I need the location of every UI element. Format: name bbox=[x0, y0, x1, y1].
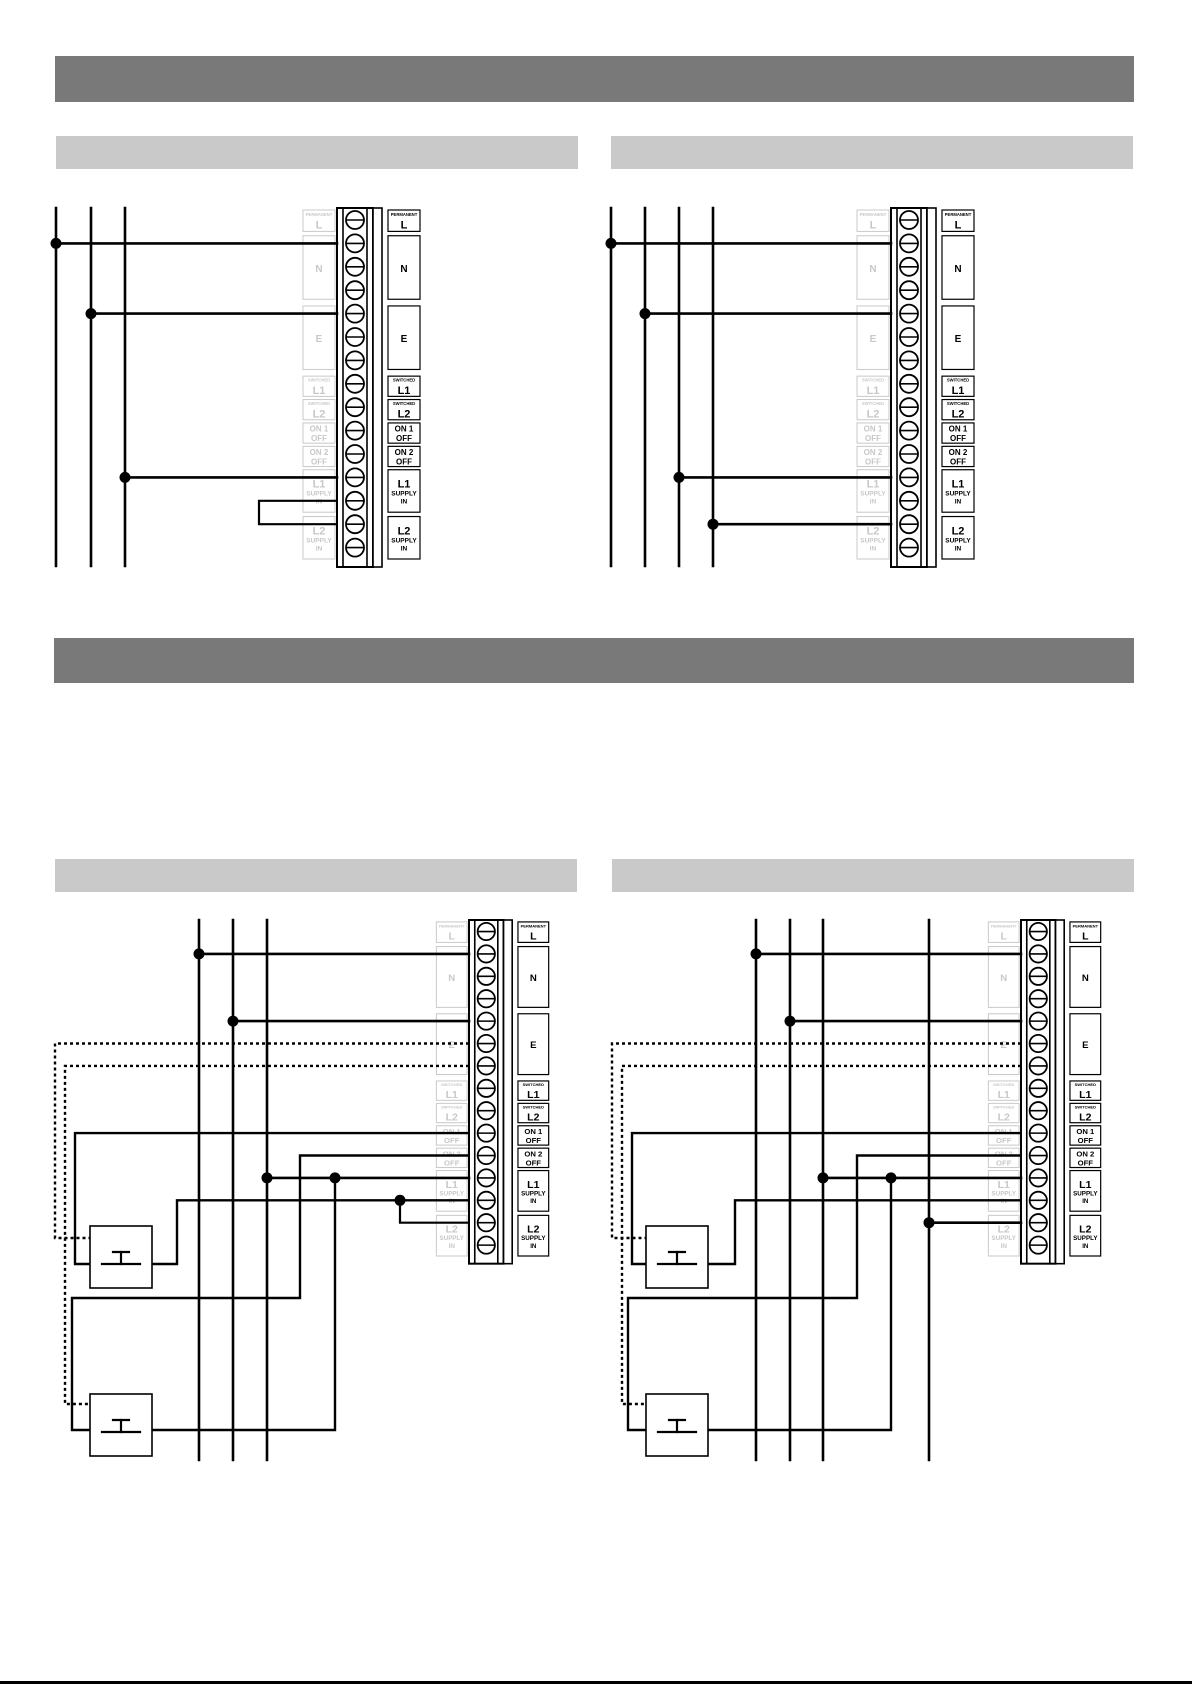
terminal-text: N bbox=[1081, 973, 1089, 985]
terminal-text: L bbox=[530, 930, 537, 943]
terminal-text: L2 bbox=[527, 1111, 540, 1124]
junction-dot bbox=[708, 519, 719, 530]
faded-terminal-text: N bbox=[869, 263, 877, 275]
terminal-text: SUPPLY bbox=[1073, 1190, 1098, 1198]
terminal-text: SWITCHED bbox=[522, 1081, 545, 1087]
faded-terminal-text: L1 bbox=[312, 384, 326, 397]
terminal-block-side bbox=[927, 208, 936, 567]
terminal-text: OFF bbox=[396, 457, 412, 467]
junction-dot bbox=[86, 308, 97, 319]
terminal-text: N bbox=[400, 263, 408, 275]
faded-terminal-text: N bbox=[448, 973, 456, 985]
faded-terminal-text: SWITCHED bbox=[307, 400, 331, 406]
faded-terminal-text: OFF bbox=[444, 1136, 460, 1146]
terminal-text: IN bbox=[530, 1242, 537, 1250]
terminal-text: L2 bbox=[1079, 1111, 1092, 1124]
faded-terminal-text: SUPPLY bbox=[306, 537, 332, 545]
junction-dot bbox=[924, 1217, 935, 1228]
faded-terminal-text: IN bbox=[315, 545, 323, 553]
faded-terminal-text: SWITCHED bbox=[307, 377, 331, 383]
faded-terminal-text: OFF bbox=[311, 457, 327, 467]
faded-terminal-text: N bbox=[1000, 973, 1008, 985]
terminal-block-side bbox=[1056, 920, 1065, 1264]
faded-terminal-text: PERMANENT bbox=[439, 923, 465, 929]
faded-terminal-text: SWITCHED bbox=[993, 1104, 1015, 1110]
earth-dotted-wire-1 bbox=[55, 1044, 469, 1239]
terminal-text: ON 2 bbox=[948, 447, 968, 457]
faded-terminal-text: OFF bbox=[444, 1158, 460, 1168]
faded-terminal-text: L2 bbox=[312, 525, 326, 538]
terminal-text: L2 bbox=[397, 525, 411, 538]
faded-terminal-text: IN bbox=[448, 1242, 455, 1250]
panel-bottom-left bbox=[55, 920, 549, 1460]
panel-top-right bbox=[606, 208, 975, 567]
terminal-text: SWITCHED bbox=[946, 377, 970, 383]
terminal-text: OFF bbox=[950, 457, 966, 467]
terminal-text: OFF bbox=[525, 1136, 541, 1146]
terminal-text: SUPPLY bbox=[945, 537, 971, 545]
faded-terminal-text: L2 bbox=[445, 1111, 458, 1124]
faded-terminal-text: ON 2 bbox=[442, 1149, 461, 1159]
switch-2-feed bbox=[72, 1156, 469, 1431]
faded-terminal-text: IN bbox=[869, 498, 877, 506]
terminal-text: PERMANENT bbox=[520, 923, 547, 929]
earth-dotted-wire-1 bbox=[612, 1044, 1021, 1239]
faded-terminal-text: PERMANENT bbox=[305, 211, 333, 217]
terminal-text: SUPPLY bbox=[521, 1190, 546, 1198]
faded-terminal-text: E bbox=[315, 333, 323, 345]
terminal-text: PERMANENT bbox=[944, 211, 972, 217]
terminal-text: L1 bbox=[397, 478, 411, 491]
faded-terminal-text: N bbox=[315, 263, 323, 275]
faded-terminal-text: OFF bbox=[996, 1158, 1012, 1168]
terminal-text: ON 1 bbox=[948, 424, 968, 434]
terminal-text: SUPPLY bbox=[945, 490, 971, 498]
faded-terminal-text: SWITCHED bbox=[441, 1081, 463, 1087]
faded-terminal-text: ON 1 bbox=[309, 424, 329, 434]
junction-dot bbox=[262, 1172, 273, 1183]
faded-terminal-text: SUPPLY bbox=[439, 1235, 464, 1243]
faded-terminal-text: SUPPLY bbox=[439, 1190, 464, 1198]
terminal-text: L1 bbox=[397, 384, 411, 397]
faded-terminal-text: ON 1 bbox=[994, 1127, 1013, 1136]
terminal-text: E bbox=[530, 1040, 537, 1052]
terminal-text: SUPPLY bbox=[391, 537, 417, 545]
faded-terminal-text: PERMANENT bbox=[859, 211, 887, 217]
terminal-text: ON 1 bbox=[1076, 1127, 1095, 1136]
faded-terminal-text: SUPPLY bbox=[991, 1235, 1016, 1243]
faded-terminal-text: IN bbox=[1000, 1198, 1007, 1206]
terminal-text: ON 1 bbox=[394, 424, 414, 434]
junction-dot bbox=[640, 308, 651, 319]
terminal-text: E bbox=[1082, 1040, 1089, 1052]
switch-1-return bbox=[706, 1200, 1021, 1264]
terminal-text: OFF bbox=[950, 434, 966, 444]
switch-2-feed bbox=[628, 1156, 1021, 1431]
terminal-text: L2 bbox=[397, 408, 411, 421]
terminal-text: IN bbox=[400, 498, 408, 506]
faded-terminal-text: L2 bbox=[445, 1223, 458, 1236]
faded-terminal-text: IN bbox=[1000, 1242, 1007, 1250]
terminal-text: ON 2 bbox=[394, 447, 414, 457]
terminal-text: OFF bbox=[396, 434, 412, 444]
terminal-text: L1 bbox=[527, 1088, 540, 1101]
junction-dot bbox=[751, 948, 762, 959]
terminal-text: L1 bbox=[951, 384, 965, 397]
terminal-text: L1 bbox=[1079, 1178, 1092, 1191]
terminal-text: SUPPLY bbox=[521, 1235, 546, 1243]
faded-terminal-text: ON 2 bbox=[863, 447, 883, 457]
terminal-text: L1 bbox=[1079, 1088, 1092, 1101]
junction-dot bbox=[228, 1016, 239, 1027]
terminal-text: PERMANENT bbox=[1072, 923, 1099, 929]
terminal-block-side bbox=[373, 208, 382, 567]
faded-terminal-text: SUPPLY bbox=[860, 537, 886, 545]
faded-terminal-text: L bbox=[1000, 930, 1007, 943]
faded-terminal-text: SUPPLY bbox=[860, 490, 886, 498]
faded-terminal-text: L1 bbox=[866, 384, 880, 397]
junction-dot bbox=[818, 1172, 829, 1183]
faded-terminal-text: L1 bbox=[866, 478, 880, 491]
terminal-text: OFF bbox=[1077, 1158, 1093, 1168]
terminal-text: E bbox=[954, 333, 962, 345]
faded-terminal-text: OFF bbox=[865, 434, 881, 444]
junction-dot bbox=[785, 1016, 796, 1027]
faded-terminal-text: IN bbox=[869, 545, 877, 553]
faded-terminal-text: L1 bbox=[445, 1178, 458, 1191]
terminal-text: SWITCHED bbox=[946, 400, 970, 406]
terminal-text: IN bbox=[400, 545, 408, 553]
faded-terminal-text: OFF bbox=[311, 434, 327, 444]
faded-terminal-text: ON 2 bbox=[994, 1149, 1013, 1159]
terminal-text: N bbox=[954, 263, 962, 275]
faded-terminal-text: E bbox=[869, 333, 877, 345]
terminal-text: IN bbox=[954, 545, 962, 553]
faded-terminal-text: IN bbox=[315, 498, 323, 506]
terminal-text: SWITCHED bbox=[392, 400, 416, 406]
terminal-text: L2 bbox=[1079, 1223, 1092, 1236]
terminal-text: L2 bbox=[527, 1223, 540, 1236]
terminal-text: SWITCHED bbox=[1074, 1081, 1097, 1087]
terminal-text: OFF bbox=[1077, 1136, 1093, 1146]
faded-terminal-text: L bbox=[315, 219, 323, 232]
junction-dot bbox=[120, 472, 131, 483]
terminal-text: ON 1 bbox=[524, 1127, 543, 1136]
terminal-text: SWITCHED bbox=[392, 377, 416, 383]
terminal-text: L1 bbox=[527, 1178, 540, 1191]
faded-terminal-text: L2 bbox=[866, 408, 880, 421]
terminal-text: SUPPLY bbox=[391, 490, 417, 498]
terminal-text: IN bbox=[1082, 1242, 1089, 1250]
junction-dot bbox=[606, 238, 617, 249]
faded-terminal-text: L2 bbox=[866, 525, 880, 538]
terminal-text: OFF bbox=[525, 1158, 541, 1168]
faded-terminal-text: L1 bbox=[997, 1088, 1010, 1101]
junction-dot bbox=[51, 238, 62, 249]
junction-dot bbox=[674, 472, 685, 483]
faded-terminal-text: L bbox=[448, 930, 455, 943]
faded-terminal-text: SUPPLY bbox=[306, 490, 332, 498]
faded-terminal-text: L bbox=[869, 219, 877, 232]
faded-terminal-text: L2 bbox=[312, 408, 326, 421]
terminal-text: IN bbox=[1082, 1198, 1089, 1206]
faded-terminal-text: E bbox=[448, 1040, 455, 1052]
faded-terminal-text: IN bbox=[448, 1198, 455, 1206]
faded-terminal-text: SWITCHED bbox=[861, 400, 885, 406]
terminal-text: SWITCHED bbox=[522, 1104, 545, 1110]
terminal-text: ON 2 bbox=[524, 1149, 543, 1159]
faded-terminal-text: SWITCHED bbox=[993, 1081, 1015, 1087]
terminal-text: IN bbox=[954, 498, 962, 506]
terminal-text: SUPPLY bbox=[1073, 1235, 1098, 1243]
faded-terminal-text: ON 2 bbox=[309, 447, 329, 457]
terminal-text: SWITCHED bbox=[1074, 1104, 1097, 1110]
faded-terminal-text: OFF bbox=[996, 1136, 1012, 1146]
terminal-text: L bbox=[1082, 930, 1089, 943]
terminal-text: ON 2 bbox=[1076, 1149, 1095, 1159]
terminal-block-side bbox=[504, 920, 513, 1264]
terminal-text: PERMANENT bbox=[390, 211, 418, 217]
terminal-text: L1 bbox=[951, 478, 965, 491]
switch-2-return bbox=[706, 1178, 891, 1430]
faded-terminal-text: L2 bbox=[997, 1111, 1010, 1124]
faded-terminal-text: PERMANENT bbox=[991, 923, 1017, 929]
faded-terminal-text: ON 1 bbox=[442, 1127, 461, 1136]
faded-terminal-text: L1 bbox=[312, 478, 326, 491]
terminal-text: L bbox=[954, 219, 962, 232]
faded-terminal-text: L1 bbox=[997, 1178, 1010, 1191]
faded-terminal-text: ON 1 bbox=[863, 424, 883, 434]
panel-top-left bbox=[51, 208, 421, 567]
faded-terminal-text: SUPPLY bbox=[991, 1190, 1016, 1198]
terminal-text: N bbox=[529, 973, 537, 985]
faded-terminal-text: SWITCHED bbox=[441, 1104, 463, 1110]
faded-terminal-text: L1 bbox=[445, 1088, 458, 1101]
faded-terminal-text: SWITCHED bbox=[861, 377, 885, 383]
panel-bottom-right bbox=[612, 920, 1101, 1460]
terminal-text: L2 bbox=[951, 525, 965, 538]
faded-terminal-text: E bbox=[1000, 1040, 1007, 1052]
terminal-text: IN bbox=[530, 1198, 537, 1206]
terminal-text: L bbox=[400, 219, 408, 232]
terminal-text: L2 bbox=[951, 408, 965, 421]
terminal-text: E bbox=[400, 333, 408, 345]
faded-terminal-text: OFF bbox=[865, 457, 881, 467]
faded-terminal-text: L2 bbox=[997, 1223, 1010, 1236]
junction-dot bbox=[194, 948, 205, 959]
